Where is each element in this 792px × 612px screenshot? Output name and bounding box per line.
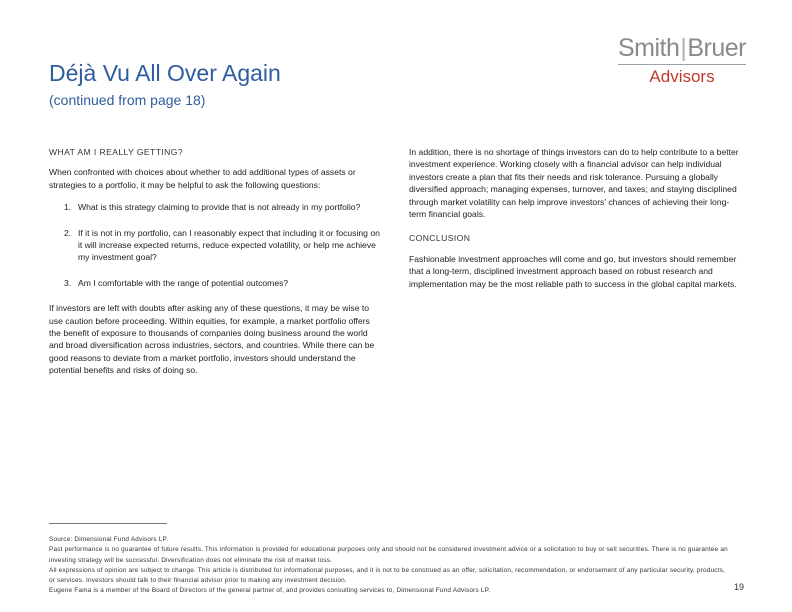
conclusion-paragraph: Fashionable investment approaches will come and go, but investors should remember that a long-term, disciplined investment approach based on robust research and implementation may be the most reliable path to success in the global capital markets.: [409, 253, 737, 289]
list-item-text: Am I comfortable with the range of potential outcomes?: [78, 277, 289, 288]
page-title: Déjà Vu All Over Again: [49, 60, 281, 86]
list-item-number: 2.: [64, 227, 72, 238]
section-heading-conclusion: CONCLUSION: [409, 233, 471, 244]
section-heading-what-am-i-getting: WHAT AM I REALLY GETTING?: [49, 147, 183, 157]
left-column: [49, 146, 381, 387]
footnote-disclaimer: Past performance is no guarantee of future results. This information is provided for educational purposes only and should not be considered investment advice or a solicitation to buy or sell securities. There is no guarantee an investing strategy will be successful. Diversification does not eliminate the risk of market loss.: [49, 546, 728, 564]
list-item-number: 1.: [64, 202, 72, 213]
logo-separator: |: [680, 34, 687, 62]
footnote-source: Source: Dimensional Fund Advisors LP.: [49, 536, 169, 543]
intro-paragraph: When confronted with choices about whether to add additional types of assets or strategies to a portfolio, it may be helpful to ask the following questions:: [49, 167, 356, 190]
footnote-opinions: All expressions of opinion are subject to change. This article is distributed for informational purposes, and it is not to be construed as an offer, solicitation, recommendation, or endorsement of any particular security, products, or services. Investors should talk to their financial advisor prior to making any investment decision.: [49, 566, 726, 585]
footnotes: [49, 535, 729, 597]
logo-rule: [618, 64, 746, 65]
right-column: [409, 146, 744, 300]
list-item: [64, 201, 381, 213]
questions-list: [49, 201, 381, 289]
footnote-fama: Eugene Fama is a member of the Board of Directors of the general partner of, and provides consulting services to, Dimensional Fund Advisors LP.: [49, 587, 491, 595]
list-item: [64, 227, 381, 264]
logo-tagline: Advisors: [649, 67, 715, 86]
logo-wordmark: [614, 34, 750, 63]
advice-paragraph: In addition, there is no shortage of things investors can do to help contribute to a better investment experience. Working closely with a financial advisor can help individual investors create a plan that fits their needs and risk tolerance. Pursuing a globally diversified approach; managing expenses, turnover, and taxes; and staying disciplined through market volatility can help improve investors' chances of achieving their long-term financial goals.: [409, 147, 739, 220]
list-item-number: 3.: [64, 277, 72, 288]
smith-bruer-logo: [614, 34, 750, 87]
list-item-text: What is this strategy claiming to provide that is not already in my portfolio?: [78, 202, 361, 213]
logo-name-second: Bruer: [687, 34, 747, 62]
logo-name-first: Smith: [617, 34, 680, 62]
closing-paragraph: If investors are left with doubts after asking any of these questions, it may be wise to use caution before proceeding. Within equities, for example, a market portfolio offers the benefit of exposure to thousands of companies doing business around the world and broad diversification across industries, sectors, and countries. While there can be good reasons to deviate from a market portfolio, investors should understand the potential benefits and risks of doing so.: [49, 303, 375, 376]
footnote-divider: [49, 523, 167, 524]
list-item: [64, 277, 381, 289]
list-item-text: If it is not in my portfolio, can I reasonably expect that including it or focusing on it will increase expected returns, reduce expected volatility, or help me achieve my investment goal?: [78, 227, 380, 263]
page-subtitle: (continued from page 18): [49, 92, 206, 108]
page-number: 19: [734, 582, 745, 592]
